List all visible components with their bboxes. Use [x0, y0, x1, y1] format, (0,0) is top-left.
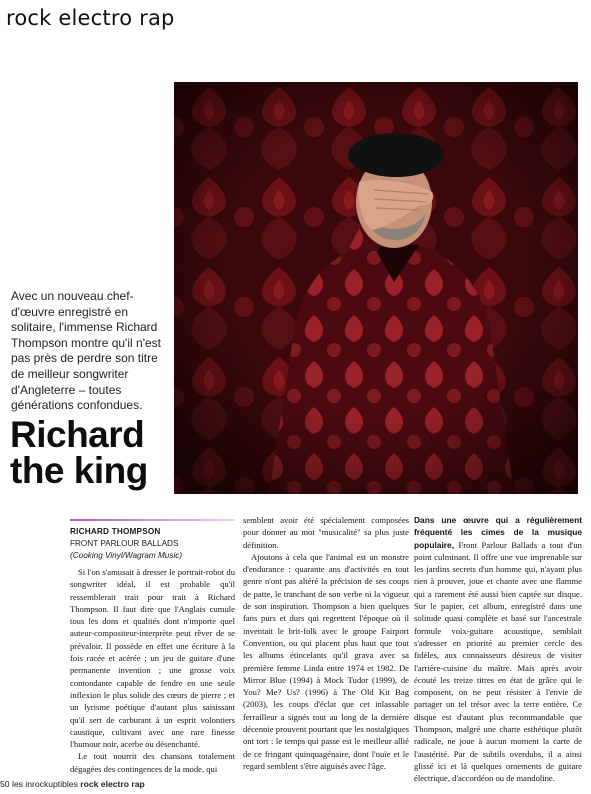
paragraph: Le tout nourrit des chansons totalement dégagées des contingences de la mode, qui — [70, 751, 235, 774]
headline-line-2: the king — [10, 450, 148, 491]
body-column-2 — [243, 514, 409, 772]
magazine-name: les inrockuptibles — [11, 779, 78, 789]
lede-text: Avec un nouveau chef-d'œuvre enregistré en solitaire, l'immense Richard Thompson montre qu'il n'est pas près de perdre son titre de meilleur songwriter d'Angleterre – toutes générations confondues. — [11, 289, 161, 413]
album-rule — [70, 519, 235, 521]
body-column-3 — [414, 514, 582, 785]
section-title: rock electro rap — [6, 6, 175, 30]
footer-section: rock electro rap — [80, 779, 145, 789]
page-footer — [0, 779, 145, 789]
lead-in: Dans une œuvre qui a régulièrement fréquenté les cimes de la musique populaire, — [414, 515, 582, 550]
album-artist: RICHARD THOMPSON — [70, 527, 161, 536]
album-info — [70, 519, 235, 562]
paragraph: Ajoutons à cela que l'animal est un monstre d'endurance : quarante ans d'activités en tout genre n'ont pas altéré la précision de ses coups de patte, le tranchant de son verbe ni la vigueur de son inspiration. Thompson a bien quelques fans purs et durs qui regrettent l'époque où il inventait le brit-folk avec le groupe Fairport Convention, ou qui placent plus haut que tout les albums étincelants qu'il grava avec sa première femme Linda entre 1974 et 1982. De Mirror Blue (1994) à Mock Tudor (1999), de You? Me? Us? (1996) à The Old Kit Bag (2003), les coups d'éclat que cet inlassable ferrailleur a signés tout au long de la dernière décennie prouvent pourtant que les nostalgiques ont tort : le temps qui passe est le meilleur allié de ce fringant quinquagénaire, dont l'ouïe et le regard semblent s'être aiguisés avec l'âge. — [243, 551, 409, 771]
photo-richard-thompson — [174, 82, 578, 494]
page-number: 50 — [0, 779, 10, 789]
portrait-image — [174, 82, 578, 494]
album-title: FRONT PARLOUR BALLADS — [70, 539, 179, 548]
paragraph: Si l'on s'amusait à dresser le portrait-robot du songwriter idéal, il est probable qu'il ressemblerait trait pour trait à Richard Thompson. Il faut dire que l'Anglais cumule tous les dons et qualités dont n'importe quel auteur-compositeur-interprète peut rêver de se prévaloir. Il possède en effet une écriture à la fois racée et acérée ; un jeu de guitare d'une permanente invention ; une grosse voix contondante capable de fendre en une seule inflexion le plus solide des cœurs de pierre ; et un lyrisme poétique d'autant plus saisissant qu'il sert de carburant à un esprit volontiers caustique, cultivant avec une rare finesse l'humour noir, acerbe ou désenchanté. — [70, 567, 235, 750]
headline — [10, 414, 148, 491]
paragraph-body: Front Parlour Ballads a tout d'un point culminant. Il offre une vue imprenable sur les jardins secrets d'un homme qui, n'ayant plus rien à prouver, joue et chante avec une flamme qui a rarement été aussi bien captée sur disque. Sur le papier, cet album, enregistré dans une solitude quasi complète et basé sur l'ancestrale formule voix-guitare acoustique, semblait s'adresser en priorité au premier cercle des fidèles, aux connaisseurs désireux de visiter l'arrière-cuisine du maître. Mais après avoir écouté les treize titres en état de grâce qui le composent, on ne peut résister à l'envie de partager un tel trésor avec la terre entière. Ce disque est d'autant plus recommandable que Thompson, malgré une charte esthétique plutôt radicale, ne joue à aucun moment la carte de l'austérité. Par de subtils overdubs, il a ainsi glissé ici et là quelques ornements de guitare électrique, d'accordéon ou de mandoline. — [414, 539, 582, 784]
headline-line-1: Richard — [10, 414, 145, 455]
paragraph — [414, 514, 582, 785]
paragraph: semblent avoir été spécialement composées pour donner au mot "musicalité" sa plus juste définition. — [243, 515, 409, 550]
body-column-1 — [70, 566, 235, 775]
album-label: (Cooking Vinyl/Wagram Music) — [70, 551, 183, 560]
